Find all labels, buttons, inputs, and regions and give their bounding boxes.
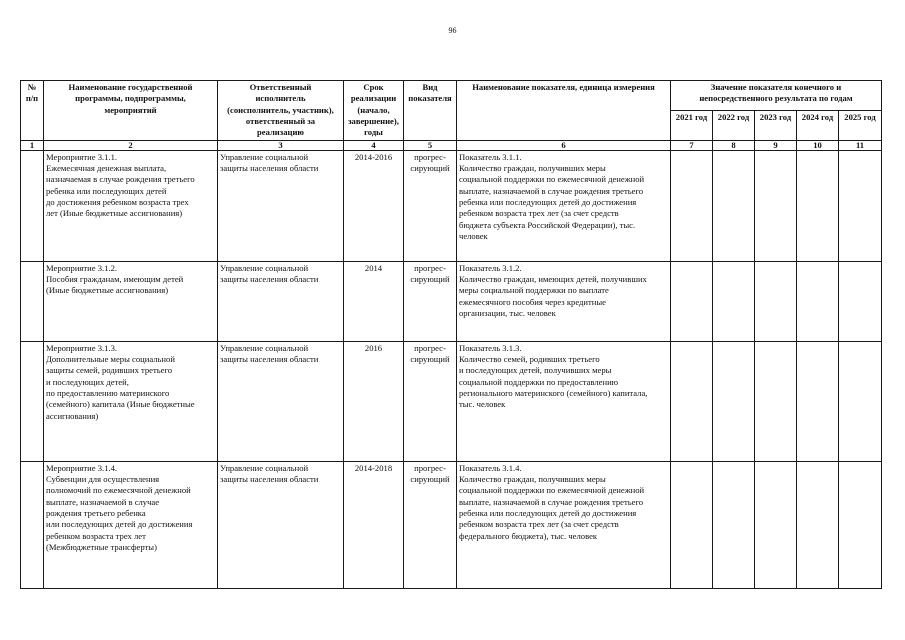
indicators-table [20, 80, 882, 589]
header-year-2025: 2025 год [839, 111, 882, 140]
value-cell [713, 150, 755, 261]
value-cell [839, 341, 882, 461]
header-name: Наименование государственной программы, подпрограммы, мероприятий [44, 81, 218, 141]
indicator-type-cell: прогрес- сирующий [404, 461, 457, 588]
column-number: 11 [839, 140, 882, 150]
row-num-cell [21, 150, 44, 261]
table-row [21, 461, 882, 588]
executor-cell: Управление социальной защиты населения области [218, 461, 344, 588]
table-row [21, 261, 882, 341]
value-cell [755, 341, 797, 461]
column-number: 2 [44, 140, 218, 150]
column-number: 1 [21, 140, 44, 150]
table-row [21, 150, 882, 261]
value-cell [839, 150, 882, 261]
value-cell [839, 461, 882, 588]
executor-cell: Управление социальной защиты населения области [218, 150, 344, 261]
indicator-type-cell: прогрес- сирующий [404, 261, 457, 341]
column-number: 7 [671, 140, 713, 150]
header-indicator: Наименование показателя, единица измерения [457, 81, 671, 141]
row-num-cell [21, 341, 44, 461]
value-cell [671, 461, 713, 588]
value-cell [755, 461, 797, 588]
header-year-2021: 2021 год [671, 111, 713, 140]
indicator-name-cell: Показатель 3.1.2. Количество граждан, имеющих детей, получивших меры социальной поддержки по выплате ежемесячного пособия через кредитные организации, тыс. человек [457, 261, 671, 341]
term-cell: 2014-2016 [344, 150, 404, 261]
header-type: Вид показателя [404, 81, 457, 141]
value-cell [713, 341, 755, 461]
page-number: 96 [448, 26, 457, 35]
header-year-2022: 2022 год [713, 111, 755, 140]
indicator-type-cell: прогрес- сирующий [404, 341, 457, 461]
term-cell: 2016 [344, 341, 404, 461]
row-num-cell [21, 261, 44, 341]
value-cell [797, 341, 839, 461]
value-cell [755, 150, 797, 261]
term-cell: 2014 [344, 261, 404, 341]
indicator-name-cell: Показатель 3.1.4. Количество граждан, получивших меры социальной поддержки по ежемесячной денежной выплате, назначаемой в случае рождения третьего ребенка или последующих детей до достижения ребенком возраста трех лет (за счет средств федерального бюджета), тыс. человек [457, 461, 671, 588]
header-num: № п/п [21, 81, 44, 141]
term-cell: 2014-2018 [344, 461, 404, 588]
header-term: Срок реализации (начало, завершение), годы [344, 81, 404, 141]
executor-cell: Управление социальной защиты населения области [218, 261, 344, 341]
header-values-group: Значение показателя конечного и непосредственного результата по годам [671, 81, 882, 111]
table-row [21, 341, 882, 461]
header-year-2024: 2024 год [797, 111, 839, 140]
value-cell [797, 261, 839, 341]
header-row [21, 81, 882, 111]
indicator-type-cell: прогрес- сирующий [404, 150, 457, 261]
value-cell [713, 261, 755, 341]
column-number: 3 [218, 140, 344, 150]
activity-name-cell: Мероприятие 3.1.3. Дополнительные меры социальной защиты семей, родивших третьего и последующих детей, по предоставлению материнского (семейного) капитала (Иные бюджетные ассигнования) [44, 341, 218, 461]
header-year-2023: 2023 год [755, 111, 797, 140]
column-number: 5 [404, 140, 457, 150]
row-num-cell [21, 461, 44, 588]
value-cell [671, 341, 713, 461]
column-number: 9 [755, 140, 797, 150]
value-cell [755, 261, 797, 341]
activity-name-cell: Мероприятие 3.1.4. Субвенции для осуществления полномочий по ежемесячной денежной выплате, назначаемой в случае рождения третьего ребенка или последующих детей до достижения ребенком возраста трех лет (Межбюджетные трансферты) [44, 461, 218, 588]
header-executor: Ответственный исполнитель (соисполнитель, участник), ответственный за реализацию [218, 81, 344, 141]
column-number: 8 [713, 140, 755, 150]
activity-name-cell: Мероприятие 3.1.1. Ежемесячная денежная выплата, назначаемая в случае рождения третьего ребенка или последующих детей до достижения ребенком возраста трех лет (Иные бюджетные ассигнования) [44, 150, 218, 261]
column-number: 4 [344, 140, 404, 150]
value-cell [713, 461, 755, 588]
executor-cell: Управление социальной защиты населения области [218, 341, 344, 461]
value-cell [671, 150, 713, 261]
activity-name-cell: Мероприятие 3.1.2. Пособия гражданам, имеющим детей (Иные бюджетные ассигнования) [44, 261, 218, 341]
column-number: 6 [457, 140, 671, 150]
indicator-name-cell: Показатель 3.1.1. Количество граждан, получивших меры социальной поддержки по ежемесячной денежной выплате, назначаемой в случае рождения третьего ребенка или последующих детей до достижения ребенком возраста трех лет (за счет средств бюджета субъекта Российской Федерации), тыс. человек [457, 150, 671, 261]
value-cell [839, 261, 882, 341]
column-number: 10 [797, 140, 839, 150]
value-cell [797, 461, 839, 588]
value-cell [797, 150, 839, 261]
column-number-row [21, 140, 882, 150]
value-cell [671, 261, 713, 341]
indicator-name-cell: Показатель 3.1.3. Количество семей, родивших третьего и последующих детей, получивших меры социальной поддержки по предоставлению регионального материнского (семейного) капитала, тыс. человек [457, 341, 671, 461]
